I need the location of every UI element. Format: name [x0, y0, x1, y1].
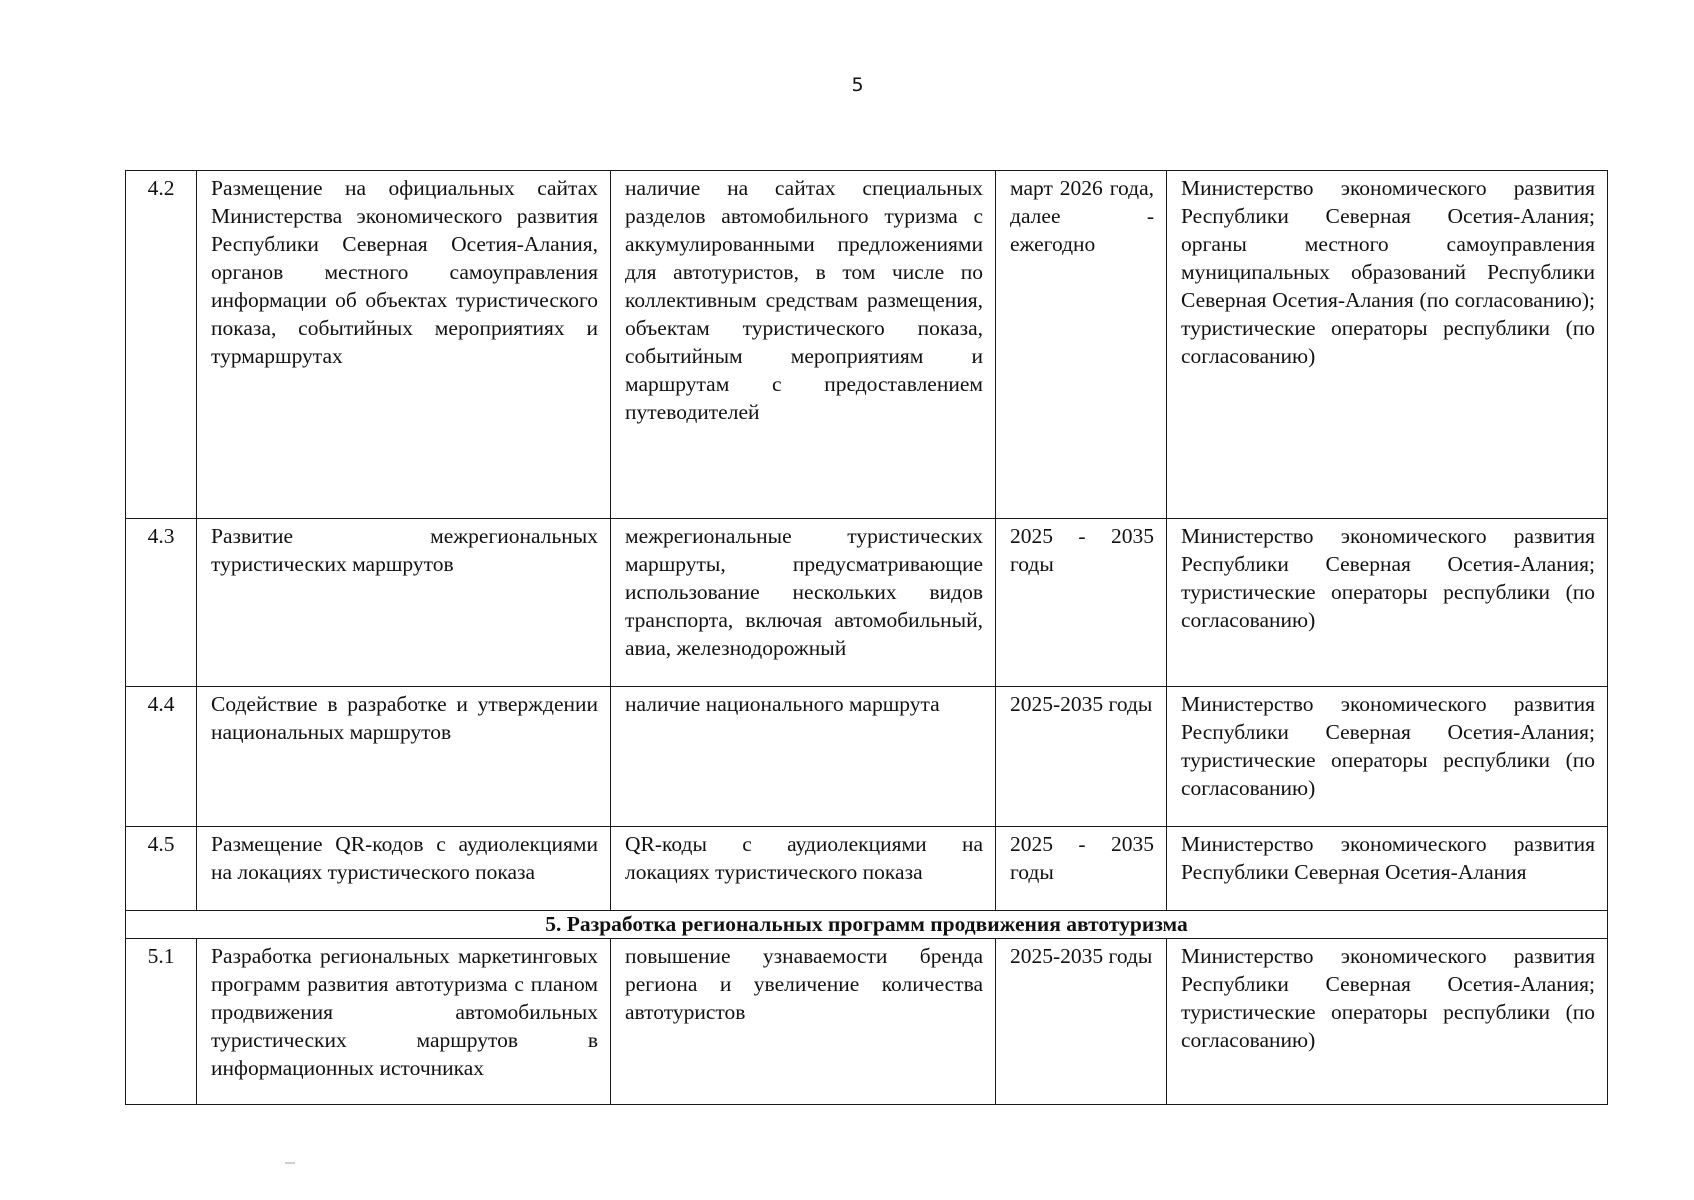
page-number: 5 — [851, 74, 864, 96]
row-number: 4.5 — [126, 827, 197, 911]
table-row — [126, 171, 1608, 519]
responsible-cell: Министерство экономического развития Республики Северная Осетия-Алания; туристические операторы республики (по согласованию) — [1167, 687, 1608, 827]
responsible-cell: Министерство экономического развития Республики Северная Осетия-Алания; органы местного самоуправления муниципальных образований Республики Северная Осетия-Алания (по согласованию); туристические операторы республики (по согласованию) — [1167, 171, 1608, 519]
responsible-cell: Министерство экономического развития Республики Северная Осетия-Алания; туристические операторы республики (по согласованию) — [1167, 939, 1608, 1105]
result-cell: повышение узнаваемости бренда региона и увеличение количества автотуристов — [611, 939, 996, 1105]
result-cell: межрегиональные туристических маршруты, предусматривающие использование нескольких видов транспорта, включая автомобильный, авиа, железнодорожный — [611, 519, 996, 687]
responsible-cell: Министерство экономического развития Республики Северная Осетия-Алания; туристические операторы республики (по согласованию) — [1167, 519, 1608, 687]
result-cell: QR-коды с аудиолекциями на локациях туристического показа — [611, 827, 996, 911]
table-row — [126, 939, 1608, 1105]
responsible-cell: Министерство экономического развития Республики Северная Осетия-Алания — [1167, 827, 1608, 911]
table-row — [126, 827, 1608, 911]
row-number: 4.3 — [126, 519, 197, 687]
row-number: 4.2 — [126, 171, 197, 519]
activity-cell: Размещение на официальных сайтах Министерства экономического развития Республики Северная Осетия-Алания, органов местного самоуправления информации об объектах туристического показа, событийных мероприятиях и турмаршрутах — [197, 171, 611, 519]
result-cell: наличие национального маршрута — [611, 687, 996, 827]
table-row — [126, 519, 1608, 687]
activity-cell: Содействие в разработке и утверждении национальных маршрутов — [197, 687, 611, 827]
activity-cell: Разработка региональных маркетинговых программ развития автотуризма с планом продвижения автомобильных туристических маршрутов в информационных источниках — [197, 939, 611, 1105]
term-cell: 2025 - 2035 годы — [996, 827, 1167, 911]
scan-artifact — [285, 1162, 295, 1164]
section-header-row — [126, 911, 1608, 939]
term-cell: 2025 - 2035 годы — [996, 519, 1167, 687]
row-number: 4.4 — [126, 687, 197, 827]
term-cell: 2025-2035 годы — [996, 687, 1167, 827]
table-row — [126, 687, 1608, 827]
activity-cell: Размещение QR-кодов с аудиолекциями на локациях туристического показа — [197, 827, 611, 911]
row-number: 5.1 — [126, 939, 197, 1105]
result-cell: наличие на сайтах специальных разделов автомобильного туризма с аккумулированными предложениями для автотуристов, в том числе по коллективным средствам размещения, объектам туристического показа, событийным мероприятиям и маршрутам с предоставлением путеводителей — [611, 171, 996, 519]
section-title: 5. Разработка региональных программ продвижения автотуризма — [126, 911, 1608, 939]
action-plan-table — [125, 170, 1608, 1105]
activity-cell: Развитие межрегиональных туристических маршрутов — [197, 519, 611, 687]
term-cell: 2025-2035 годы — [996, 939, 1167, 1105]
term-cell: март 2026 года, далее - ежегодно — [996, 171, 1167, 519]
